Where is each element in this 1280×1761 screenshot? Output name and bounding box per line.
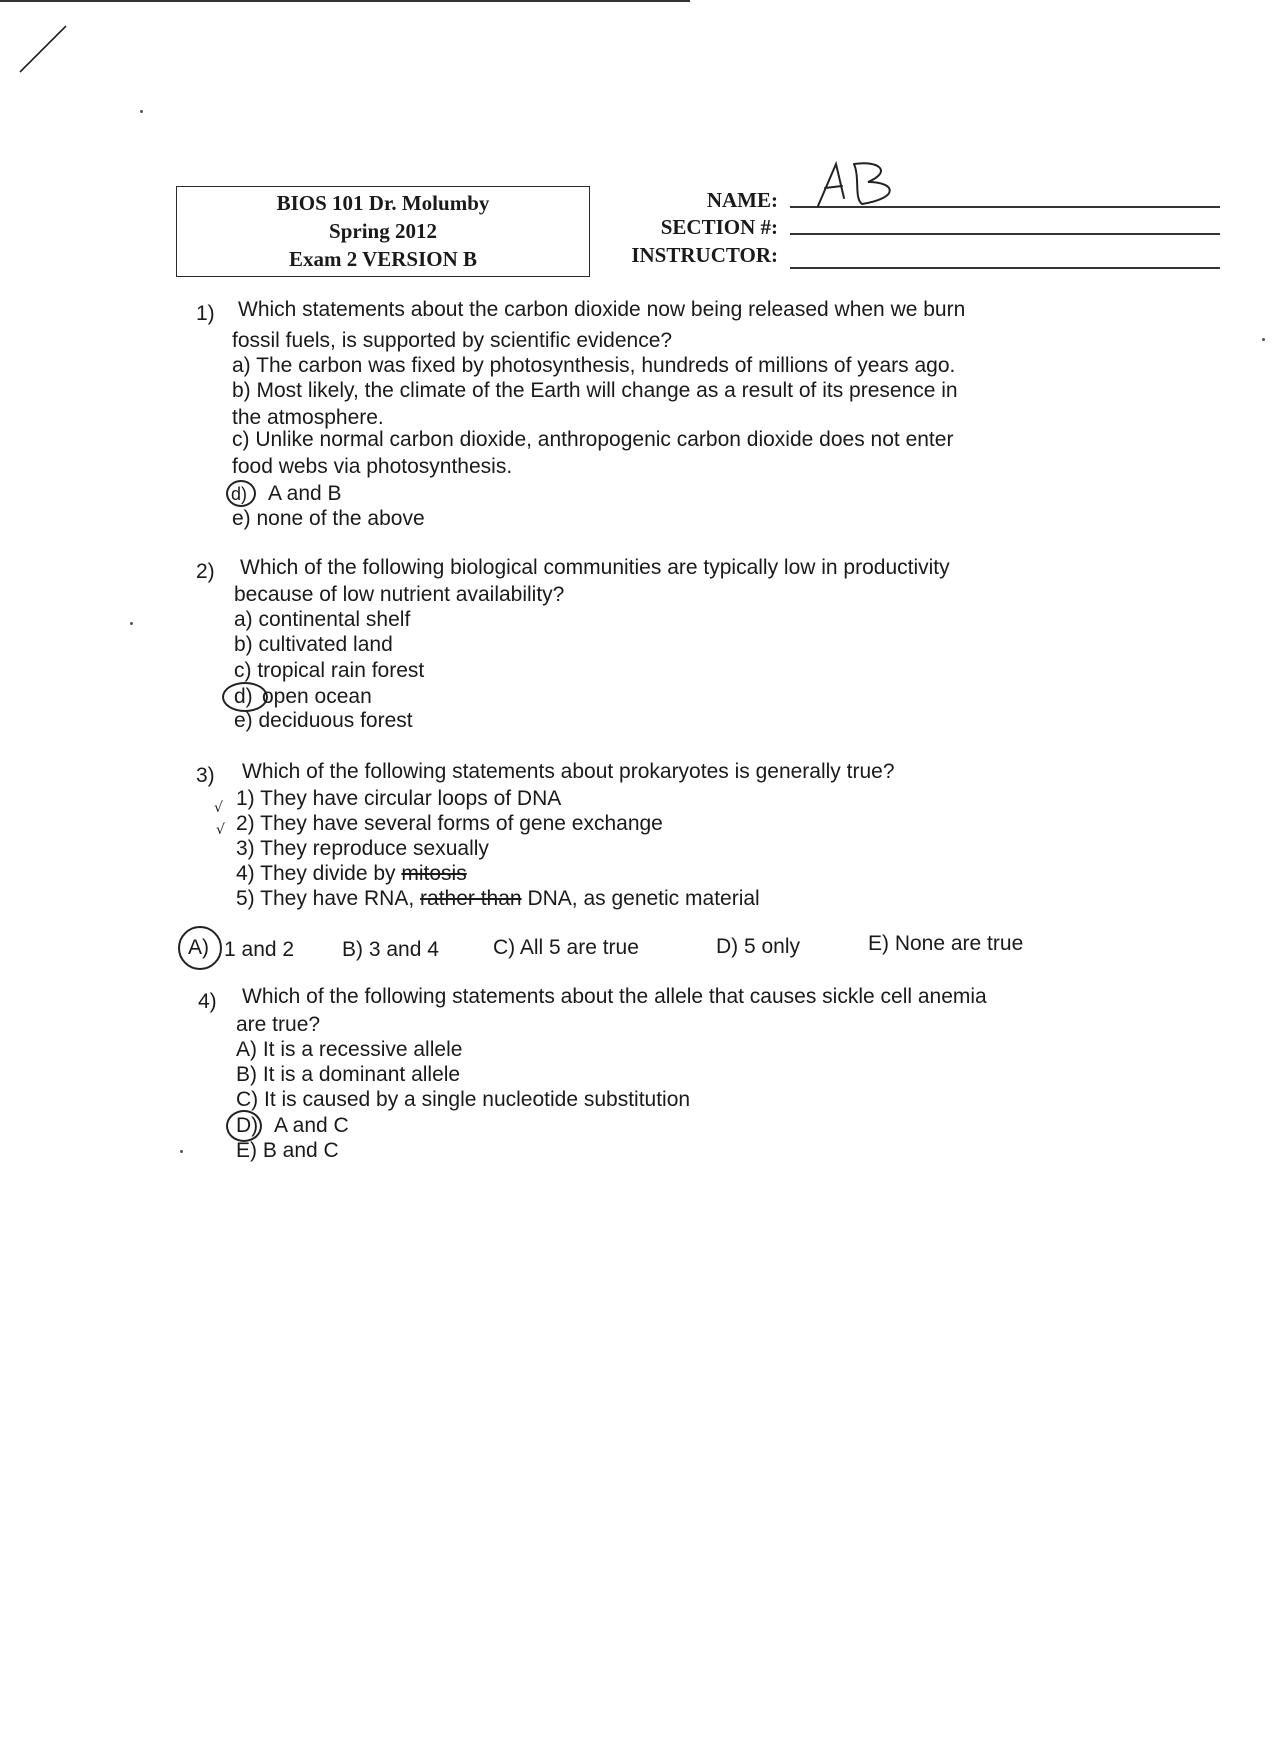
q2-stem-line2: because of low nutrient availability? — [234, 583, 565, 606]
instructor-field-line[interactable] — [790, 267, 1220, 269]
q1-option-a: a) The carbon was fixed by photosynthesis, hundreds of millions of years ago. — [232, 354, 956, 377]
q3-stem: Which of the following statements about prokaryotes is generally true? — [242, 760, 895, 783]
q3-choice-D[interactable]: D) 5 only — [716, 935, 801, 958]
handwritten-initials — [810, 158, 920, 218]
q4-option-B: B) It is a dominant allele — [236, 1063, 461, 1086]
q3-choice-C[interactable]: C) All 5 are true — [493, 936, 639, 959]
q1-number: 1) — [196, 302, 215, 325]
section-label: SECTION #: — [660, 215, 778, 239]
q2-option-a: a) continental shelf — [234, 608, 411, 631]
q3-statement-2: 2) They have several forms of gene exchange — [236, 812, 663, 835]
scan-speck — [180, 1150, 183, 1153]
q1-option-c-line2: food webs via photosynthesis. — [232, 455, 513, 478]
q4-number: 4) — [198, 990, 217, 1013]
q4-option-E: E) B and C — [236, 1139, 339, 1162]
q3-choice-A-letter[interactable]: A) — [188, 936, 209, 959]
q1-option-b-line1: b) Most likely, the climate of the Earth will change as a result of its presence in — [232, 379, 958, 402]
q3-check-mark-1: √ — [214, 800, 223, 816]
q3-struck-phrase: rather than — [420, 887, 522, 910]
q2-option-e: e) deciduous forest — [234, 709, 413, 732]
q3-check-mark-2: √ — [216, 822, 225, 838]
q1-option-b-line2: the atmosphere. — [232, 406, 384, 429]
scan-speck — [130, 622, 133, 625]
q2-option-d-text: open ocean — [262, 685, 372, 708]
q2-option-c: c) tropical rain forest — [234, 659, 425, 682]
q2-option-d-letter[interactable]: d) — [234, 685, 253, 708]
q3-statement-1: 1) They have circular loops of DNA — [236, 787, 562, 810]
q2-number: 2) — [196, 560, 215, 583]
exam-version: Exam 2 VERSION B — [288, 247, 478, 271]
q3-statement-4: 4) They divide by mitosis — [236, 862, 467, 885]
q3-statement-3: 3) They reproduce sexually — [236, 837, 489, 860]
q3-choice-E[interactable]: E) None are true — [868, 932, 1024, 955]
q4-stem-line1: Which of the following statements about the allele that causes sickle cell anemia — [242, 985, 987, 1008]
q1-option-e: e) none of the above — [232, 507, 425, 530]
q4-stem-line2: are true? — [236, 1013, 321, 1036]
scan-speck — [1262, 338, 1265, 341]
q4-option-C: C) It is caused by a single nucleotide substitution — [236, 1088, 691, 1111]
q2-option-b: b) cultivated land — [234, 633, 393, 656]
q3-statement-5: 5) They have RNA, rather than DNA, as genetic material — [236, 887, 760, 910]
q1-option-d-letter[interactable]: d) — [231, 484, 248, 504]
q3-choice-A-text: 1 and 2 — [224, 938, 295, 961]
q4-option-D-text: A and C — [274, 1114, 349, 1137]
instructor-label: INSTRUCTOR: — [631, 243, 778, 267]
q4-option-A: A) It is a recessive allele — [236, 1038, 463, 1061]
scan-top-edge — [0, 0, 690, 2]
course-title: BIOS 101 Dr. Molumby — [276, 191, 490, 215]
q1-option-c-line1: c) Unlike normal carbon dioxide, anthropogenic carbon dioxide does not enter — [232, 428, 954, 451]
q3-struck-word: mitosis — [401, 862, 467, 885]
q4-option-D-letter[interactable]: D) — [236, 1114, 259, 1137]
q1-stem-line1: Which statements about the carbon dioxide now being released when we burn — [238, 298, 966, 321]
section-field-line[interactable] — [790, 233, 1220, 235]
q1-option-d-text: A and B — [268, 482, 342, 505]
course-term: Spring 2012 — [329, 219, 437, 243]
q3-choice-B[interactable]: B) 3 and 4 — [342, 938, 439, 961]
name-label: NAME: — [706, 188, 778, 212]
q1-stem-line2: fossil fuels, is supported by scientific evidence? — [232, 329, 673, 352]
scan-speck — [140, 110, 143, 113]
pen-stroke-mark — [14, 20, 74, 80]
course-header-box — [176, 186, 590, 277]
q2-stem-line1: Which of the following biological communities are typically low in productivity — [240, 556, 950, 579]
q3-number: 3) — [196, 764, 215, 787]
